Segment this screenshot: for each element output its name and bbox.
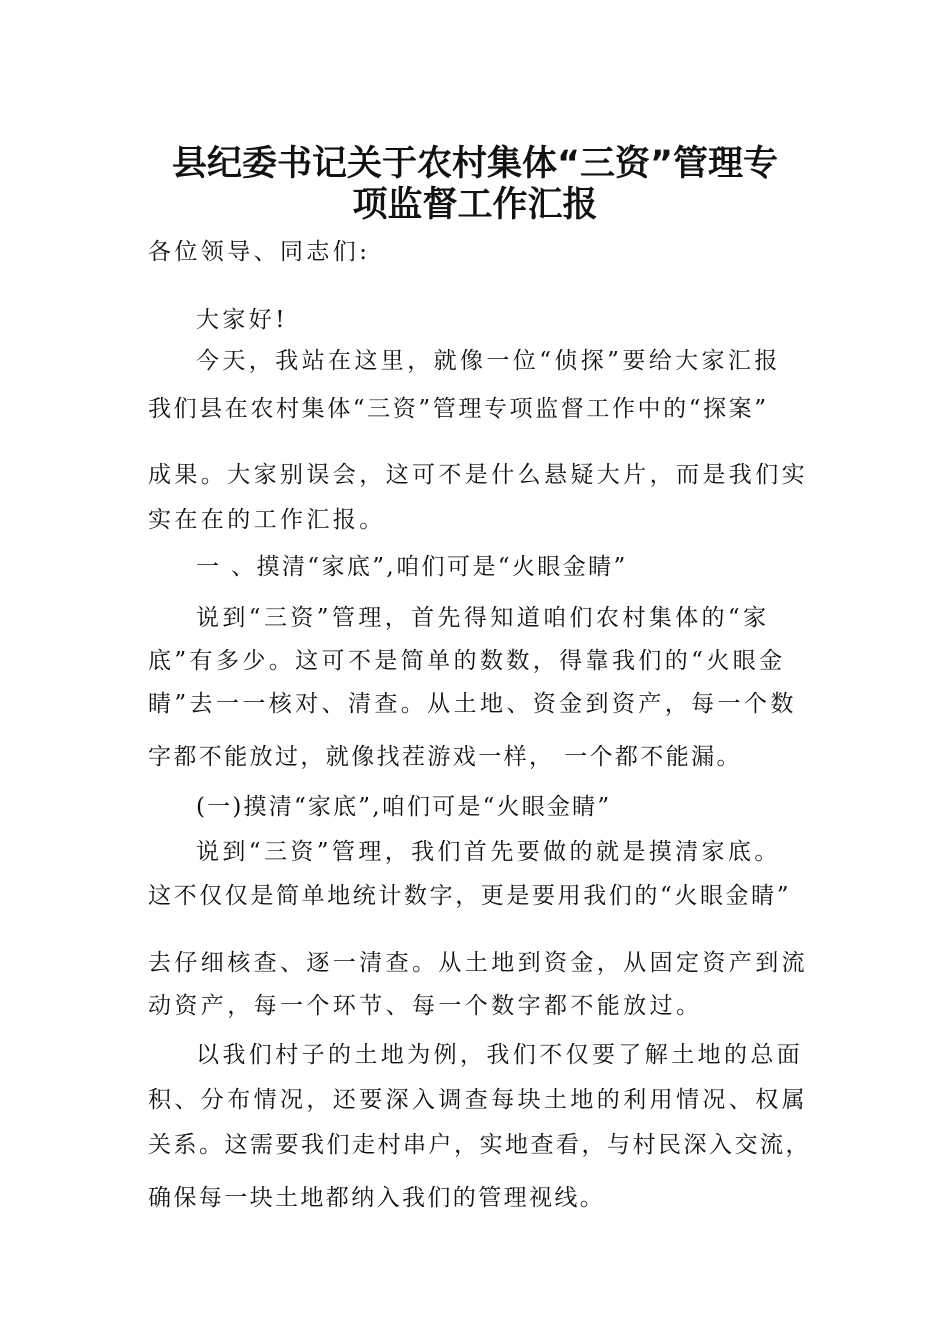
paragraph-line: 底”有多少。这可不是简单的数数，得靠我们的“火眼金	[148, 648, 786, 674]
subsection-heading: (一)摸清“家底”,咱们可是“火眼金睛”	[196, 794, 612, 820]
paragraph-line: 实在在的工作汇报。	[148, 507, 386, 533]
paragraph-line: 以我们村子的土地为例，我们不仅要了解土地的总面	[196, 1042, 804, 1068]
section-heading: 一 、摸清“家底”,咱们可是“火眼金睛”	[196, 554, 628, 580]
paragraph-line: 成果。大家别误会，这可不是什么悬疑大片，而是我们实	[148, 462, 808, 488]
paragraph-line: 去仔细核查、逐一清查。从土地到资金，从固定资产到流	[148, 950, 808, 976]
paragraph-line: 说到“三资”管理，首先得知道咱们农村集体的“家	[196, 605, 770, 631]
document-title-line-2: 项监督工作汇报	[352, 185, 598, 225]
greeting: 大家好!	[196, 307, 288, 333]
paragraph-line: 动资产，每一个环节、每一个数字都不能放过。	[148, 993, 703, 1019]
paragraph-line: 积、分布情况，还要深入调查每块土地的利用情况、权属	[148, 1087, 808, 1113]
salutation: 各位领导、同志们:	[148, 239, 371, 265]
paragraph-line: 今天，我站在这里，就像一位“侦探”要给大家汇报	[196, 348, 781, 374]
document-title-line-1: 县纪委书记关于农村集体“三资”管理专	[171, 144, 778, 184]
paragraph-line: 关系。这需要我们走村串户，实地查看，与村民深入交流，	[148, 1132, 811, 1158]
paragraph-line: 说到“三资”管理，我们首先要做的就是摸清家底。	[196, 839, 781, 865]
paragraph-line: 确保每一块土地都纳入我们的管理视线。	[148, 1185, 606, 1211]
paragraph-line: 这不仅仅是简单地统计数字，更是要用我们的“火眼金睛”	[148, 883, 792, 909]
paragraph-line: 睛”去一一核对、清查。从土地、资金到资产，每一个数	[148, 691, 797, 717]
paragraph-line: 我们县在农村集体“三资”管理专项监督工作中的“探案”	[148, 396, 769, 422]
paragraph-line: 字都不能放过，就像找茬游戏一样， 一个都不能漏。	[148, 744, 742, 770]
